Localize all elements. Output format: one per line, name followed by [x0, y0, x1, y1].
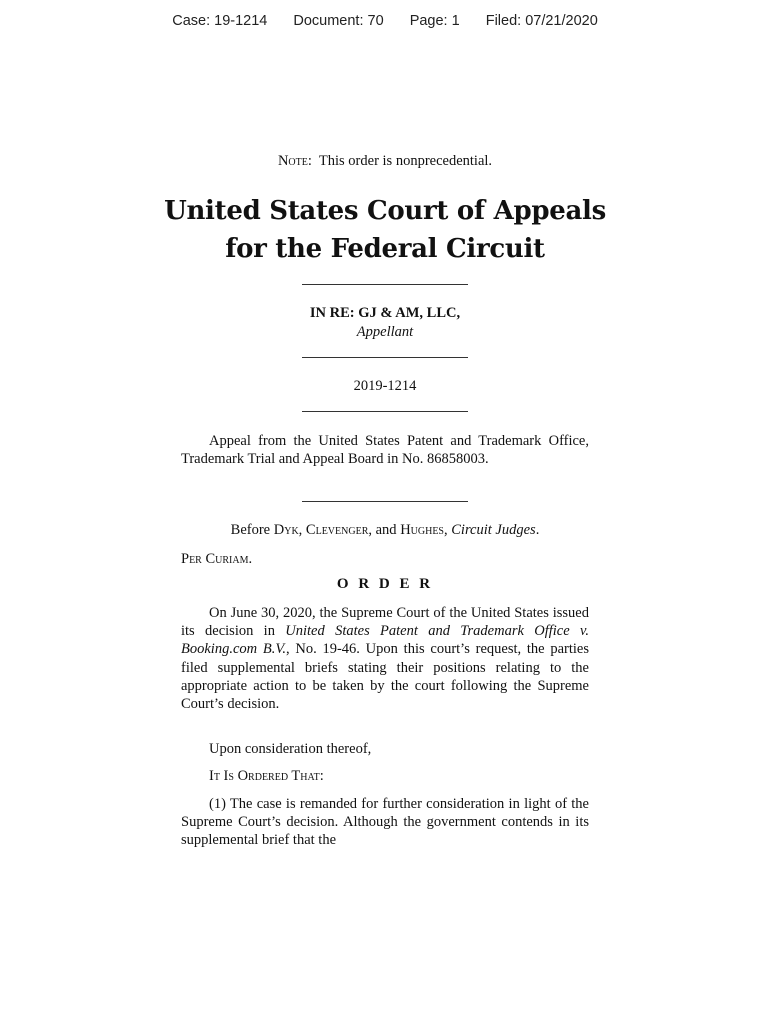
divider	[302, 357, 468, 358]
judge-name: Dyk	[273, 522, 299, 538]
filed-date: Filed: 07/21/2020	[485, 13, 598, 29]
case-citation: United States Patent and Trademark Office v. Booking.com B.V.	[181, 623, 589, 658]
order-paragraph-2: Upon consideration thereof,	[209, 741, 372, 757]
nonprecedential-note	[0, 153, 770, 170]
court-title-line2: for the Federal Circuit	[225, 234, 545, 264]
court-title	[0, 192, 770, 268]
order-heading: O R D E R	[336, 576, 434, 592]
panel-before: Before	[230, 522, 274, 538]
order-paragraph-1: On June 30, 2020, the Supreme Court of the United States issued its decision in United States Patent and Trademark Office v. Booking.com B.V., No. 19-46. Upon this court’s request, the parties filed supplemental briefs stating their positions relating to the appropriate action to be taken by the court following the Supreme Court’s decision.	[181, 605, 590, 713]
per-curiam: Per Curiam.	[181, 551, 253, 567]
it-is-ordered: It Is Ordered That:	[209, 768, 324, 784]
order-paragraph-3: (1) The case is remanded for further consideration in light of the Supreme Court’s decision. Although the government contends in its supplemental brief that the	[181, 796, 589, 849]
note-text: This order is nonprecedential.	[318, 153, 493, 169]
judge-name: Clevenger	[305, 522, 369, 538]
appeal-from-paragraph: Appeal from the United States Patent and Trademark Office, Trademark Trial and Appeal Board in No. 86858003.	[181, 433, 589, 468]
judges-title: Circuit Judges	[451, 522, 536, 538]
note-label: Note:	[277, 153, 312, 169]
page-number: Page: 1	[409, 13, 460, 29]
case-number: Case: 19-1214	[172, 13, 268, 29]
panel-line: Before Dyk, Clevenger, and Hughes, Circuit Judges.	[230, 522, 540, 538]
caption-role: Appellant	[356, 324, 414, 340]
caption-party: IN RE: GJ & AM, LLC,	[309, 305, 461, 321]
court-title-line1: United States Court of Appeals	[164, 196, 606, 226]
divider	[302, 284, 468, 285]
divider	[302, 501, 468, 502]
ecf-header	[0, 13, 770, 29]
docket-number: 2019-1214	[353, 378, 417, 394]
judge-name: Hughes	[400, 522, 444, 538]
divider	[302, 411, 468, 412]
document-number: Document: 70	[293, 13, 384, 29]
